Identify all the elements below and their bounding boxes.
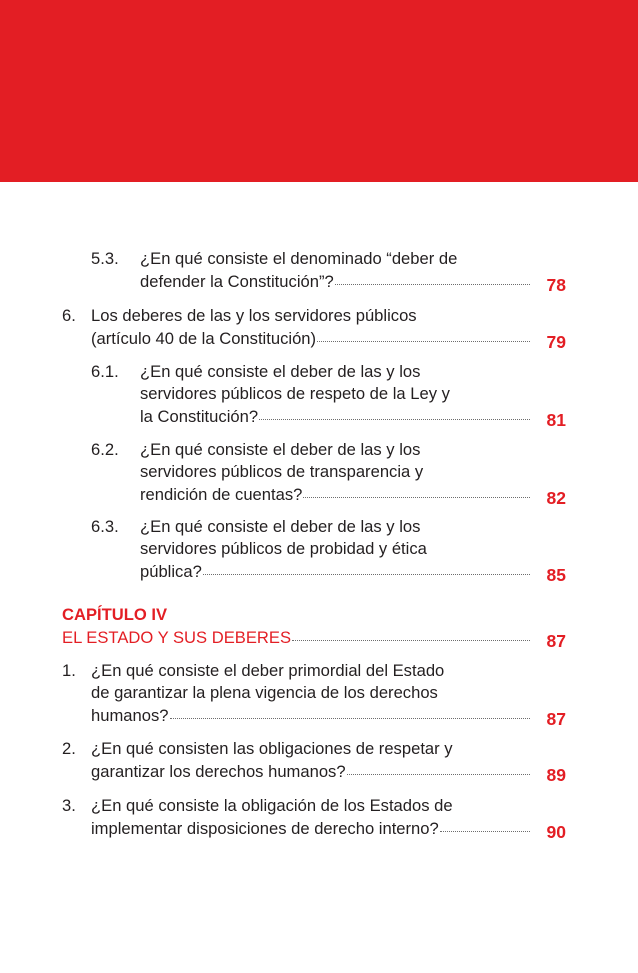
toc-page-number: 82 (546, 488, 566, 508)
toc-line: ¿En qué consiste la obligación de los Estados de (91, 796, 453, 815)
dot-leader (292, 640, 530, 641)
dot-leader (170, 718, 531, 719)
toc-line: la Constitución? (140, 407, 259, 426)
toc-number: 5.3. (91, 249, 119, 268)
toc-line: servidores públicos de transparencia y (140, 462, 424, 481)
dot-leader (317, 341, 530, 342)
toc-number: 1. (62, 661, 76, 680)
toc-number: 6.3. (91, 517, 119, 536)
toc-number: 6.2. (91, 440, 119, 459)
toc-page-number: 85 (546, 565, 566, 585)
chapter-title: EL ESTADO Y SUS DEBERES (62, 628, 292, 647)
toc-line: servidores públicos de respeto de la Ley y (140, 384, 450, 403)
toc-line: pública? (140, 562, 202, 581)
toc-page-number: 89 (546, 765, 566, 785)
toc-number: 3. (62, 796, 76, 815)
toc-line: ¿En qué consiste el denominado “deber de (140, 249, 458, 268)
toc-line: implementar disposiciones de derecho interno? (91, 819, 439, 838)
toc-number: 6.1. (91, 362, 119, 381)
toc-number: 2. (62, 739, 76, 758)
toc-page-number: 81 (546, 410, 566, 430)
toc-line: Los deberes de las y los servidores públicos (91, 306, 417, 325)
toc-page-number: 90 (546, 822, 566, 842)
toc-number: 6. (62, 306, 76, 325)
toc-line: servidores públicos de probidad y ética (140, 539, 427, 558)
toc-page-number: 78 (546, 275, 566, 295)
dot-leader (347, 774, 530, 775)
dot-leader (259, 419, 530, 420)
dot-leader (440, 831, 530, 832)
chapter-label: CAPÍTULO IV (62, 605, 168, 624)
dot-leader (303, 497, 530, 498)
toc-line: defender la Constitución”? (140, 272, 334, 291)
toc-line: humanos? (91, 706, 169, 725)
toc-line: rendición de cuentas? (140, 485, 303, 504)
toc-page-number: 79 (546, 332, 566, 352)
toc-line: garantizar los derechos humanos? (91, 762, 346, 781)
toc-line: ¿En qué consiste el deber de las y los (140, 440, 421, 459)
toc-line: ¿En qué consiste el deber de las y los (140, 362, 421, 381)
toc-line: (artículo 40 de la Constitución) (91, 329, 317, 348)
dot-leader (335, 284, 530, 285)
toc-page-number: 87 (546, 631, 566, 651)
toc-line: ¿En qué consisten las obligaciones de respetar y (91, 739, 453, 758)
dot-leader (203, 574, 530, 575)
toc-line: ¿En qué consiste el deber de las y los (140, 517, 421, 536)
toc-line: ¿En qué consiste el deber primordial del Estado (91, 661, 445, 680)
toc-line: de garantizar la plena vigencia de los derechos (91, 683, 438, 702)
toc-page-number: 87 (546, 709, 566, 729)
header-banner (0, 0, 638, 182)
